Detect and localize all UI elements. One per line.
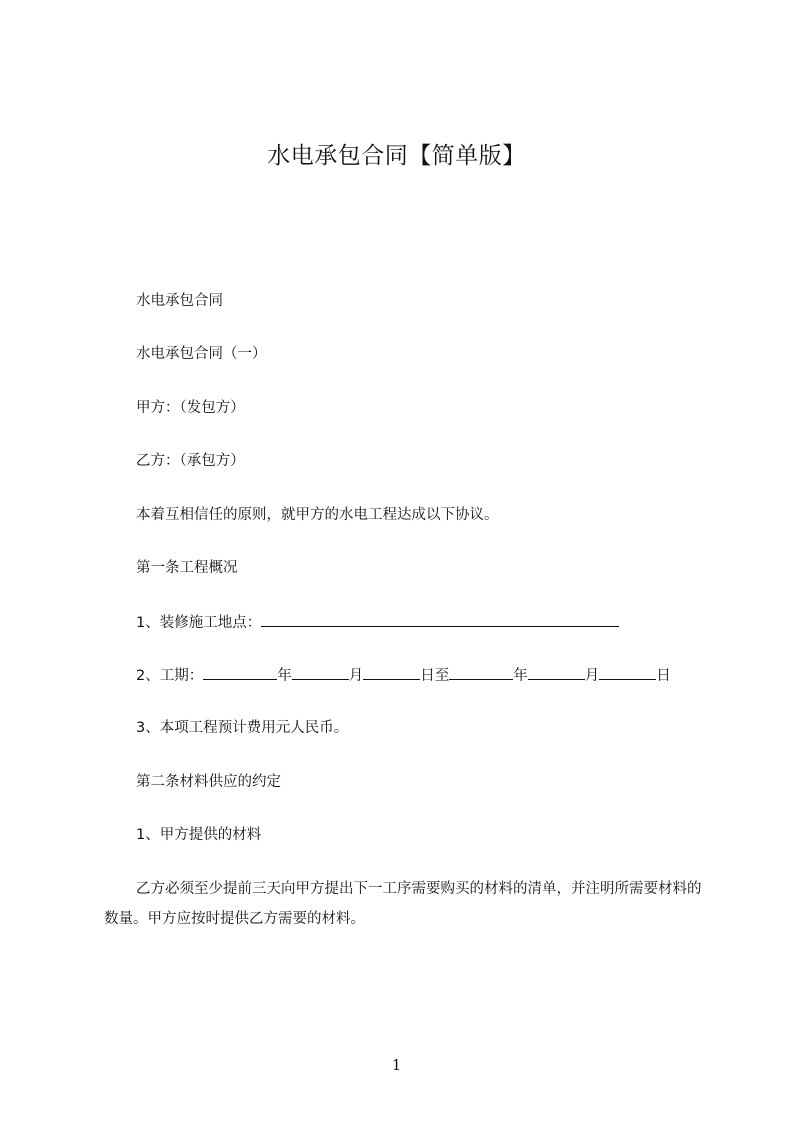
start-day-to: 日至: [420, 668, 450, 684]
party-a-line: 甲方：（发包方）: [136, 400, 245, 416]
document-title: 水电承包合同【简单版】: [267, 143, 526, 169]
start-day-blank: [363, 664, 420, 680]
duration-label: 2、工期：: [136, 668, 204, 684]
end-year-blank: [449, 664, 513, 680]
end-month-blank: [528, 664, 585, 680]
article-1-item-1: [136, 611, 619, 634]
site-address-label: 1、装修施工地点：: [136, 615, 262, 631]
start-month-unit: 月: [348, 668, 364, 684]
end-day-blank: [599, 664, 656, 680]
end-year-unit: 年: [513, 668, 528, 684]
article-2-heading: 第二条材料供应的约定: [136, 774, 281, 790]
start-year-blank: [203, 664, 277, 680]
article-1-item-3: 3、本项工程预计费用元人民币。: [136, 720, 349, 736]
end-month-unit: 月: [584, 668, 600, 684]
principle-line: 本着互相信任的原则，就甲方的水电工程达成以下协议。: [136, 507, 499, 523]
article-2-paragraph: 乙方必须至少提前三天向甲方提出下一工序需要购买的材料的清单，并注明所需要材料的数量。甲方应按时提供乙方需要的材料。: [104, 881, 702, 927]
end-day-unit: 日: [656, 668, 671, 684]
contract-title-line: 水电承包合同: [136, 293, 223, 309]
start-year-unit: 年: [277, 668, 292, 684]
page-number: 1: [391, 1056, 402, 1074]
article-1-item-2: [136, 664, 671, 687]
contract-title-one-line: 水电承包合同（一）: [136, 346, 267, 362]
start-month-blank: [292, 664, 349, 680]
article-2-item-1: 1、甲方提供的材料: [136, 827, 262, 843]
site-address-blank: [261, 611, 619, 627]
article-1-heading: 第一条工程概况: [136, 560, 238, 576]
party-b-line: 乙方：（承包方）: [136, 453, 245, 469]
